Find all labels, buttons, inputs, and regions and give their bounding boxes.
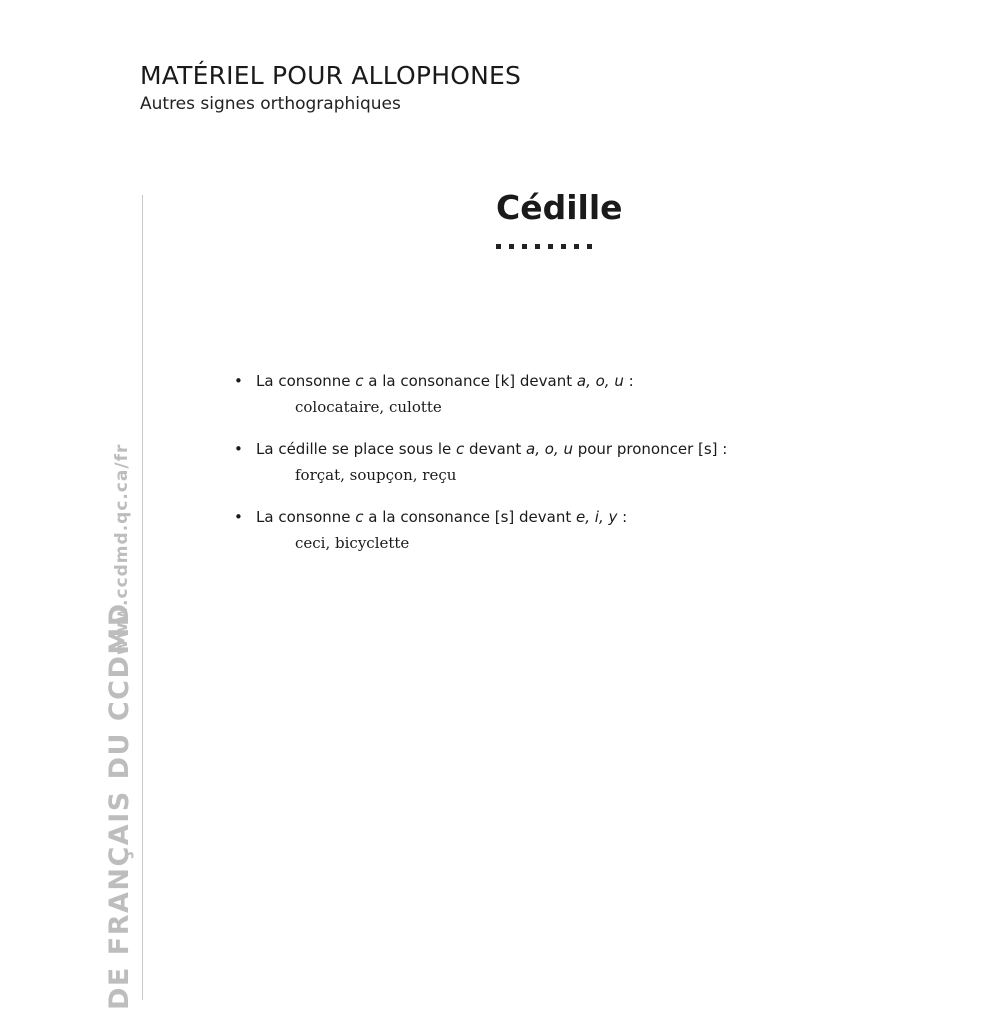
bullet-icon: • (234, 372, 243, 390)
dot (561, 244, 566, 249)
rule-text (234, 436, 727, 462)
page-header (140, 60, 521, 116)
dot (522, 244, 527, 249)
rule-text (234, 368, 727, 394)
rule-text-part: devant (464, 440, 526, 458)
rule-example: forçat, soupçon, reçu (295, 466, 457, 484)
rule-text-part: a la consonance [s] devant (363, 508, 577, 526)
title-underline-dots (496, 244, 592, 249)
list-item (234, 436, 727, 488)
rule-italic: a, o, u (576, 372, 624, 390)
page-title: Cédille (496, 188, 623, 227)
header-subtitle: Autres signes orthographiques (140, 94, 401, 114)
header-title: MATÉRIEL POUR ALLOPHONES (140, 61, 522, 90)
bullet-icon: • (234, 440, 243, 458)
rule-text-part: a la consonance [k] devant (363, 372, 577, 390)
dot (509, 244, 514, 249)
dot (574, 244, 579, 249)
rule-text-part: : (623, 372, 634, 390)
rule-italic: c (355, 508, 364, 526)
list-item (234, 504, 727, 556)
rule-text-part: La consonne (256, 508, 356, 526)
rule-example: colocataire, culotte (295, 398, 442, 416)
rules-list (234, 368, 727, 572)
side-rule (142, 195, 143, 1000)
rule-italic: c (355, 372, 364, 390)
list-item (234, 368, 727, 420)
bullet-icon: • (234, 508, 243, 526)
dot (548, 244, 553, 249)
sidebar-brand: DE FRANÇAIS DU CCDMD (104, 602, 135, 1010)
dot (535, 244, 540, 249)
rule-text-part: pour prononcer [s] : (572, 440, 728, 458)
rule-example: ceci, bicyclette (295, 534, 410, 552)
rule-text-part: La cédille se place sous le (256, 440, 456, 458)
rule-text-part: La consonne (256, 372, 356, 390)
rule-text-part: : (617, 508, 628, 526)
rule-italic: e, i, y (576, 508, 618, 526)
rule-italic: a, o, u (526, 440, 573, 458)
rule-italic: c (456, 440, 465, 458)
rule-text (234, 504, 727, 530)
dot (587, 244, 592, 249)
dot (496, 244, 501, 249)
sidebar-url: www.ccdmd.qc.ca/fr (112, 443, 132, 655)
